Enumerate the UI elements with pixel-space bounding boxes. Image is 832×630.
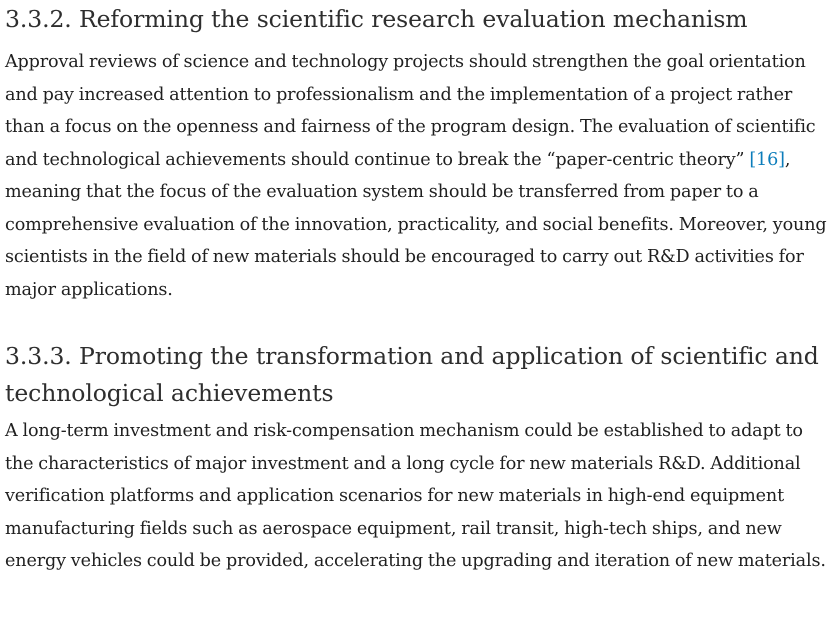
section-3-3-3: [5, 338, 830, 578]
section-paragraph-3-3-3: A long-term investment and risk-compensation mechanism could be established to adapt to the characteristics of major investment and a long cycle for new materials R&D. Additional verification platforms and application scenarios for new materials in high-end equipment manufacturing fields such as aerospace equipment, rail transit, high-tech ships, and new energy vehicles could be provided, accelerating the upgrading and iteration of new materials.: [5, 421, 826, 571]
section-heading-3-3-2: 3.3.2. Reforming the scientific research evaluation mechanism: [5, 5, 748, 33]
section-heading-3-3-3: 3.3.3. Promoting the transformation and application of scientific and technological achievements: [5, 342, 819, 407]
section-paragraph-3-3-2: [5, 46, 830, 306]
reference-link-16[interactable]: [16]: [749, 149, 785, 170]
paragraph-text-before-ref: Approval reviews of science and technology projects should strengthen the goal orientation and pay increased attention to professionalism and the implementation of a project rather than a focus on the openness and fairness of the program design. The evaluation of scientific and technological achievements should continue to break the “paper-centric theory”: [5, 52, 816, 170]
paragraph-text-after-ref: , meaning that the focus of the evaluation system should be transferred from paper to a comprehensive evaluation of the innovation, practicality, and social benefits. Moreover, young scientists in the field of new materials should be encouraged to carry out R&D activities for major applications.: [5, 149, 827, 300]
section-3-3-2: [5, 0, 830, 306]
